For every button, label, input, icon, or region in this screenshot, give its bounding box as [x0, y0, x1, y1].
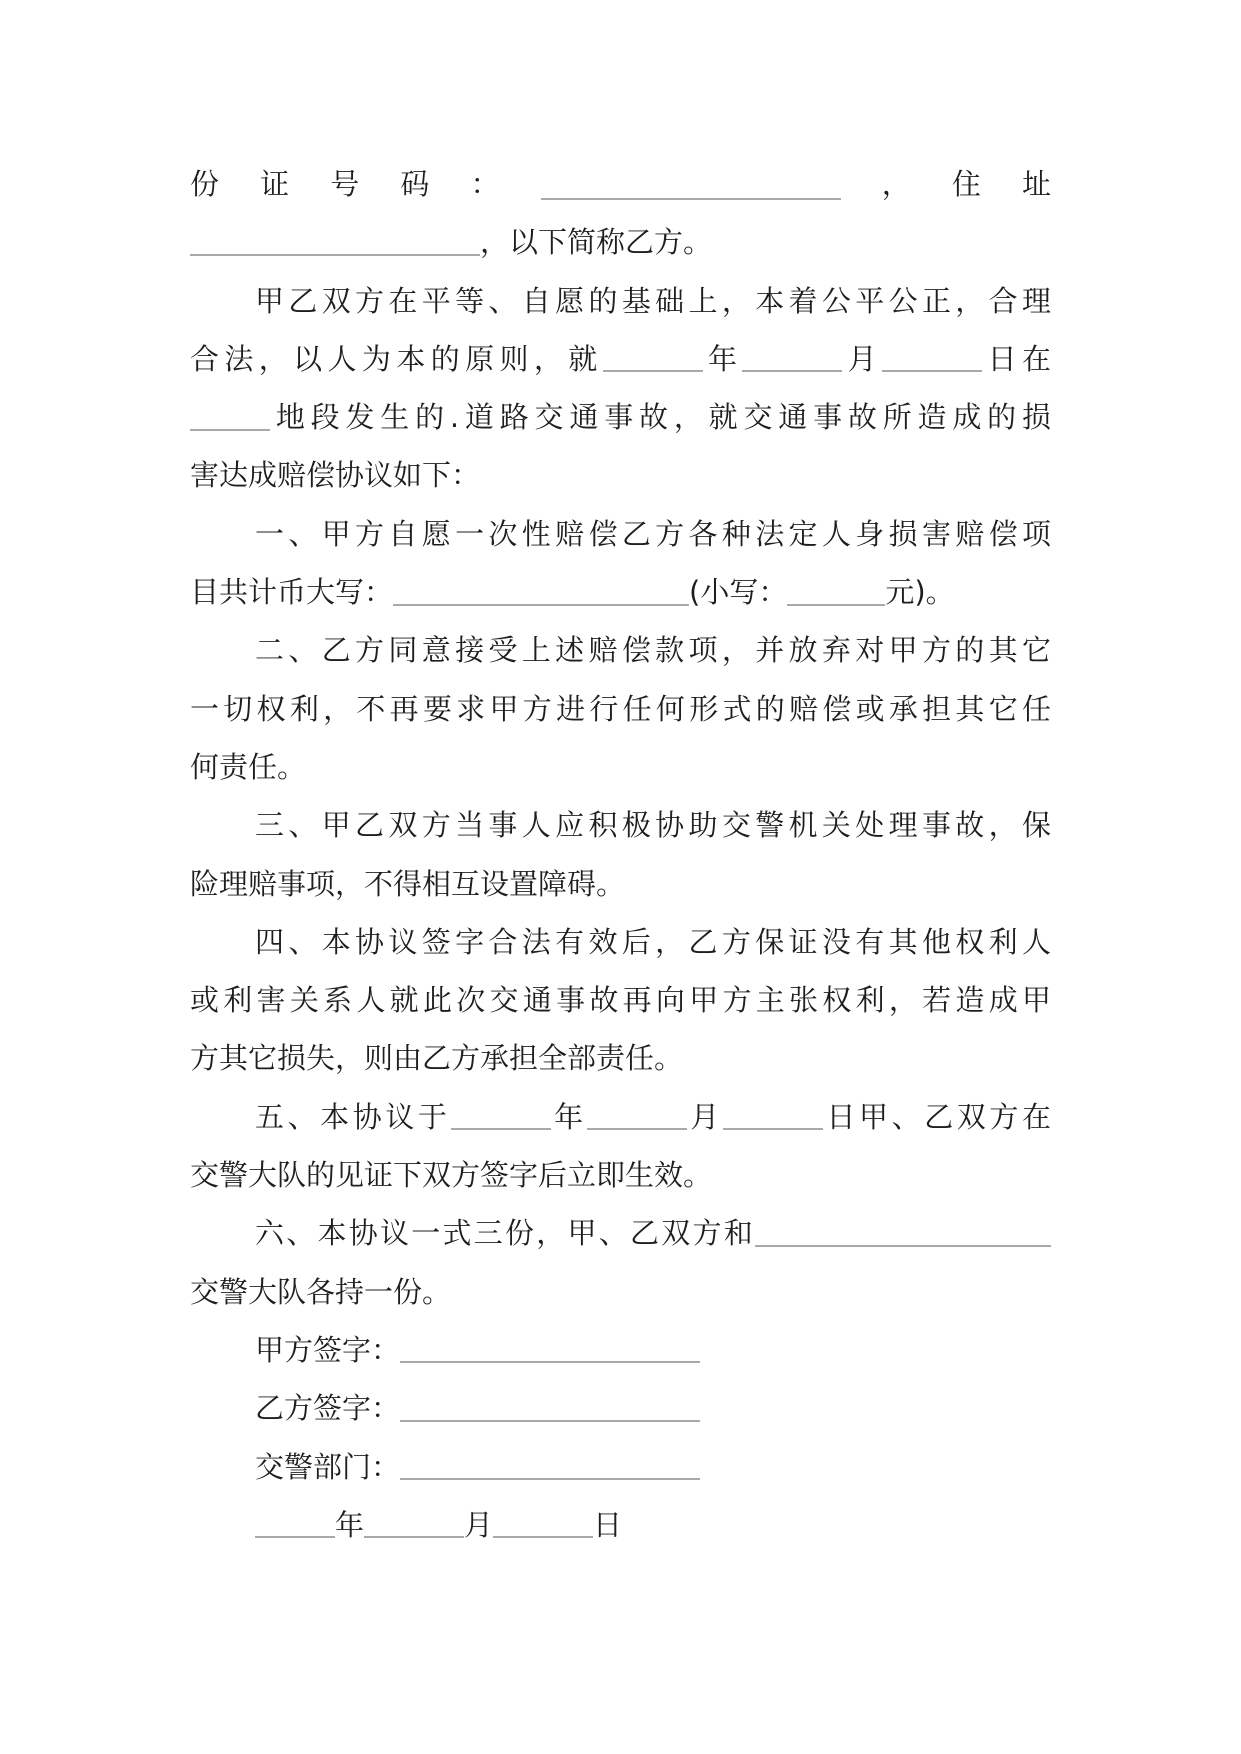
signature-party-b	[190, 1379, 1051, 1437]
text: 月	[686, 1099, 723, 1134]
text: 证	[260, 167, 290, 201]
clause-6	[190, 1204, 1051, 1262]
month-blank[interactable]	[587, 1099, 687, 1130]
id-number-blank[interactable]	[541, 169, 841, 200]
clause-2: 二、乙方同意接受上述赔偿款项，并放弃对甲方的其它	[255, 633, 1051, 668]
text: ，	[881, 167, 911, 201]
text: 元)。	[885, 575, 955, 610]
label: 甲方签字：	[255, 1332, 401, 1367]
text: 年	[702, 341, 743, 376]
text: 年	[335, 1507, 365, 1542]
text: 月	[842, 341, 883, 376]
text: 月	[464, 1507, 494, 1542]
day-blank[interactable]	[723, 1099, 823, 1130]
year-blank[interactable]	[603, 341, 703, 372]
line-amount	[190, 563, 1051, 621]
text: 址	[1021, 167, 1051, 201]
paragraph-line: 一切权利，不再要求甲方进行任何形式的赔偿或承担其它任	[190, 691, 1051, 726]
text: 目共计币大写：	[190, 575, 394, 610]
signature-party-a	[190, 1321, 1051, 1379]
text: 住	[951, 167, 981, 201]
police-brigade-blank[interactable]	[755, 1216, 1051, 1247]
label: 交警部门：	[255, 1449, 401, 1484]
agreement-document	[190, 155, 1051, 1554]
paragraph-line: 方其它损失，则由乙方承担全部责任。	[190, 1041, 684, 1076]
month-blank[interactable]	[364, 1507, 464, 1538]
text: 地段发生的.道路交通事故，就交通事故所造成的损	[270, 400, 1051, 435]
text: 码	[400, 167, 430, 201]
paragraph-line: 何责任。	[190, 749, 307, 784]
line-location	[190, 388, 1051, 446]
paragraph-line: 交警大队的见证下双方签字后立即生效。	[190, 1158, 713, 1193]
clause-5	[190, 1088, 1051, 1146]
text: 日在	[982, 341, 1051, 376]
police-signature-blank[interactable]	[400, 1449, 700, 1480]
text: 日	[593, 1507, 623, 1542]
signature-police	[190, 1438, 1051, 1496]
party-b-signature-blank[interactable]	[400, 1391, 700, 1422]
clause-4: 四、本协议签字合法有效后，乙方保证没有其他权利人	[255, 924, 1051, 959]
line-id-number-address	[190, 155, 1051, 213]
party-a-signature-blank[interactable]	[400, 1332, 700, 1363]
line-address	[190, 213, 1051, 271]
amount-uppercase-blank[interactable]	[393, 575, 689, 606]
text: 年	[550, 1099, 587, 1134]
amount-digits-blank[interactable]	[787, 575, 885, 606]
text: 号	[330, 167, 360, 201]
text: 五、本协议于	[255, 1099, 451, 1134]
address-blank[interactable]	[190, 225, 480, 256]
paragraph-line: 险理赔事项，不得相互设置障碍。	[190, 866, 626, 901]
text: 份	[190, 167, 220, 201]
year-blank[interactable]	[451, 1099, 551, 1130]
line-accident-date	[190, 330, 1051, 388]
day-blank[interactable]	[882, 341, 982, 372]
text: 日甲、乙双方在	[822, 1099, 1051, 1134]
paragraph-line: 甲乙双方在平等、自愿的基础上，本着公平公正，合理	[255, 283, 1051, 318]
signature-date	[190, 1496, 1051, 1554]
month-blank[interactable]	[742, 341, 842, 372]
paragraph-line: 或利害关系人就此次交通事故再向甲方主张权利，若造成甲	[190, 983, 1051, 1018]
text: (小写：	[689, 575, 788, 610]
year-blank[interactable]	[255, 1507, 335, 1538]
clause-1: 一、甲方自愿一次性赔偿乙方各种法定人身损害赔偿项	[255, 516, 1051, 551]
paragraph-line: 交警大队各持一份。	[190, 1274, 452, 1309]
text: ：	[470, 167, 500, 201]
text: ，以下简称乙方。	[480, 225, 713, 260]
label: 乙方签字：	[255, 1391, 401, 1426]
text: 合法，以人为本的原则，就	[190, 341, 603, 376]
paragraph-line: 害达成赔偿协议如下：	[190, 458, 481, 493]
day-blank[interactable]	[493, 1507, 593, 1538]
text: 六、本协议一式三份，甲、乙双方和	[255, 1216, 755, 1251]
clause-3: 三、甲乙双方当事人应积极协助交警机关处理事故，保	[255, 808, 1051, 843]
location-blank[interactable]	[190, 400, 270, 431]
